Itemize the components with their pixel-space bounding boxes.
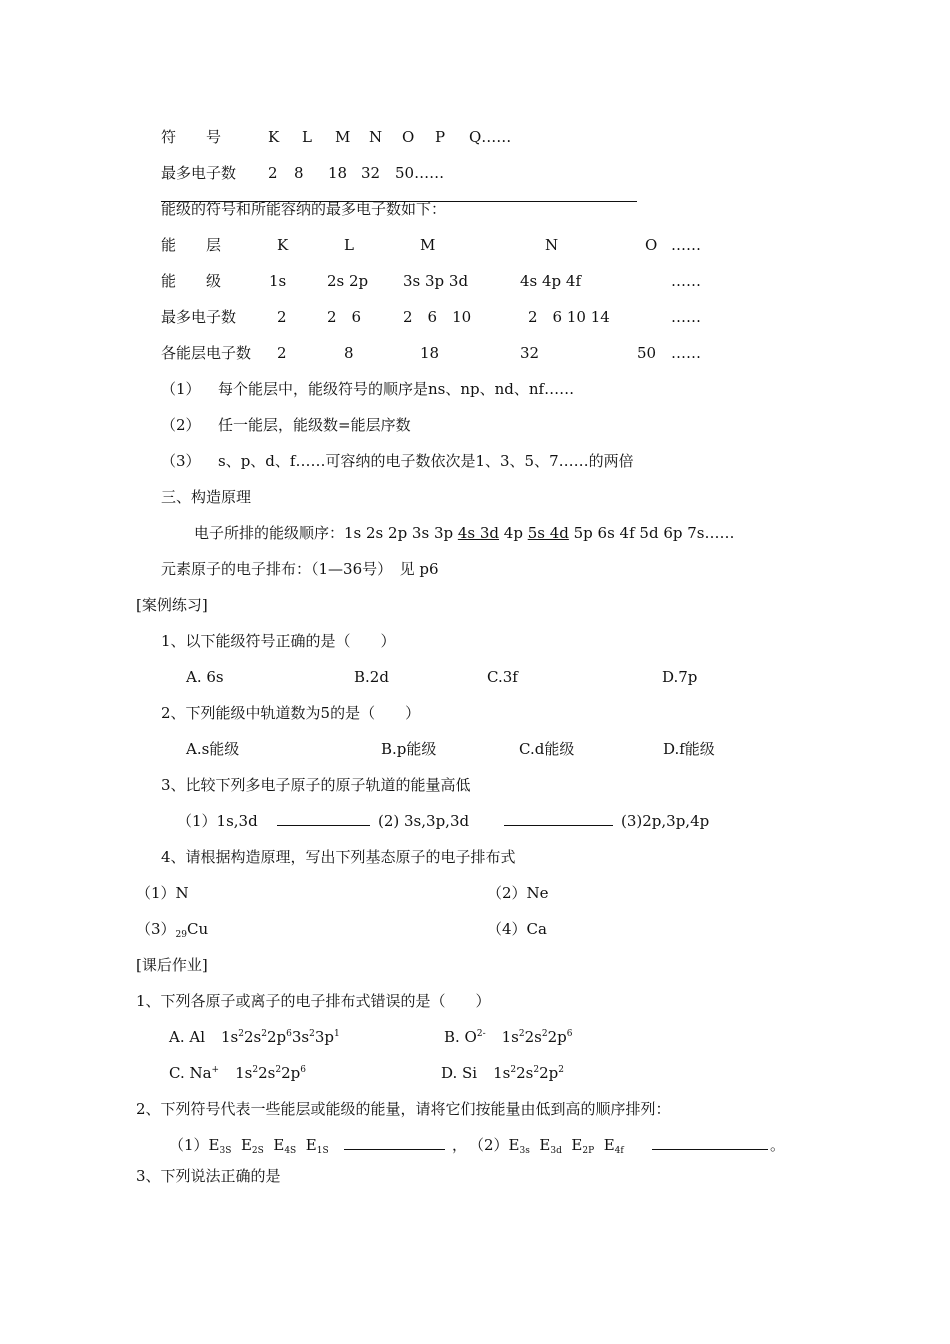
- rule-2-text: 任一能层，能级数=能层序数: [218, 416, 411, 434]
- q4-stem: 4、请根据构造原理，写出下列基态原子的电子排布式: [161, 848, 516, 866]
- layer-symbol-k: K: [268, 128, 280, 146]
- max-k: 2: [277, 308, 287, 326]
- max-l: 2 6: [327, 308, 362, 326]
- layer-symbol-n: N: [369, 128, 383, 146]
- q1-option-c: C.3f: [487, 668, 518, 686]
- q3-answer-1-blank[interactable]: [277, 811, 370, 826]
- rule-2-num: （2）: [161, 416, 201, 434]
- h1-option-d: D. Si $1s^22s^22p^2$: [441, 1064, 564, 1082]
- h1-option-b: B. $O^{2-}$ $1s^22s^22p^6$: [444, 1028, 573, 1046]
- layer-symbol-label: 符 号: [161, 128, 222, 146]
- max-m: 2 6 10: [403, 308, 472, 326]
- h1-stem: 1、下列各原子或离子的电子排布式错误的是（ ）: [136, 992, 491, 1010]
- max-more: ……: [671, 308, 701, 326]
- h1-option-c: C. Na+ $1s^22s^22p^6$: [169, 1064, 306, 1082]
- layer-symbol-p: P: [435, 128, 446, 146]
- layer-max-l: 8: [294, 164, 304, 182]
- total-n: 32: [520, 344, 540, 362]
- q4-part-2: （2）Ne: [487, 884, 549, 902]
- layer-symbol-o: O: [402, 128, 415, 146]
- layer-k: K: [277, 236, 289, 254]
- rule-3-num: （3）: [161, 452, 201, 470]
- layer-symbol-q: Q……: [469, 128, 512, 146]
- level-k: 1s: [269, 272, 287, 290]
- section-3-title: 三、构造原理: [161, 488, 252, 506]
- layer-symbol-m: M: [335, 128, 351, 146]
- q2-option-d: D.f能级: [663, 740, 715, 758]
- level-l: 2s 2p: [327, 272, 369, 290]
- total-more: ……: [671, 344, 701, 362]
- q2-option-c: C.d能级: [519, 740, 575, 758]
- level-more: ……: [671, 272, 701, 290]
- q2-option-b: B.p能级: [381, 740, 437, 758]
- h2-period: 。: [770, 1136, 786, 1154]
- element-config-note: 元素原子的电子排布：（1—36号） 见 p6: [161, 560, 439, 578]
- aufbau-underlined-2: 5s 4d: [527, 524, 569, 542]
- layer-o: O: [645, 236, 658, 254]
- row-layer-label: 能 层: [161, 236, 222, 254]
- q1-option-b: B.2d: [354, 668, 389, 686]
- level-m: 3s 3p 3d: [403, 272, 469, 290]
- q1-stem: 1、以下能级符号正确的是（ ）: [161, 632, 396, 650]
- practice-heading: [案例练习]: [136, 596, 208, 614]
- total-o: 50: [637, 344, 657, 362]
- total-k: 2: [277, 344, 287, 362]
- q2-option-a: A.s能级: [186, 740, 240, 758]
- homework-heading: [课后作业]: [136, 956, 208, 974]
- q1-option-a: A. 6s: [186, 668, 224, 686]
- layer-n: N: [545, 236, 559, 254]
- layer-max-label: 最多电子数: [161, 164, 237, 182]
- aufbau-order: 电子所排的能级顺序：1s 2s 2p 3s 3p 4s 3d 4p 5s 4d 5p 6s 4f 5d 6p 7s……: [194, 524, 735, 542]
- h2-stem: 2、下列符号代表一些能层或能级的能量，请将它们按能量由低到高的顺序排列：: [136, 1100, 671, 1118]
- q3-answer-2-blank[interactable]: [504, 811, 613, 826]
- level-n: 4s 4p 4f: [520, 272, 582, 290]
- q2-stem: 2、下列能级中轨道数为5的是（ ）: [161, 704, 421, 722]
- rule-1-text: 每个能层中，能级符号的顺序是ns、np、nd、nf……: [218, 380, 575, 398]
- h2-answer-2-blank[interactable]: [652, 1135, 768, 1150]
- layer-max-o: 50……: [395, 164, 445, 182]
- q1-option-d: D.7p: [662, 668, 698, 686]
- h2-part-1: $(1)E_{3S}$ $E_{2S}$ $E_{4S}$ $E_{1S}$: [169, 1136, 329, 1156]
- row-level-label: 能 级: [161, 272, 222, 290]
- h1-option-a: A. Al $1s^22s^22p^63s^23p^1$: [169, 1028, 340, 1046]
- layer-l: L: [344, 236, 354, 254]
- layer-symbol-l: L: [302, 128, 312, 146]
- layer-m: M: [420, 236, 436, 254]
- h2-answer-1-blank[interactable]: [344, 1135, 445, 1150]
- layer-max-n: 32: [361, 164, 381, 182]
- q3-stem: 3、比较下列多电子原子的原子轨道的能量高低: [161, 776, 471, 794]
- q3-part-2: (2) 3s,3p,3d: [378, 812, 470, 830]
- q4-part-4: （4）Ca: [487, 920, 547, 938]
- row-max-label: 最多电子数: [161, 308, 237, 326]
- total-l: 8: [344, 344, 354, 362]
- rule-3-text: s、p、d、f……可容纳的电子数依次是1、3、5、7……的两倍: [218, 452, 634, 470]
- rule-1-num: （1）: [161, 380, 201, 398]
- sublevel-intro: 能级的符号和所能容纳的最多电子数如下：: [161, 200, 447, 218]
- h2-part-2: $(2)E_{3s}$ $E_{3d}$ $E_{2P}$ $E_{4f}$: [469, 1136, 624, 1156]
- q4-part-3: $(3)_{29}Cu$: [136, 920, 209, 940]
- total-m: 18: [420, 344, 440, 362]
- max-n: 2 6 10 14: [528, 308, 610, 326]
- q3-part-1: （1）1s,3d: [177, 812, 258, 830]
- q3-part-3: (3)2p,3p,4p: [621, 812, 710, 830]
- row-total-label: 各能层电子数: [161, 344, 252, 362]
- h2-comma: ，: [452, 1136, 468, 1154]
- aufbau-underlined-1: 4s 3d: [457, 524, 500, 542]
- layer-max-m: 18: [328, 164, 348, 182]
- h3-stem: 3、下列说法正确的是: [136, 1167, 281, 1185]
- q4-part-1: （1）N: [136, 884, 189, 902]
- layer-max-k: 2: [268, 164, 278, 182]
- layer-more: ……: [671, 236, 701, 254]
